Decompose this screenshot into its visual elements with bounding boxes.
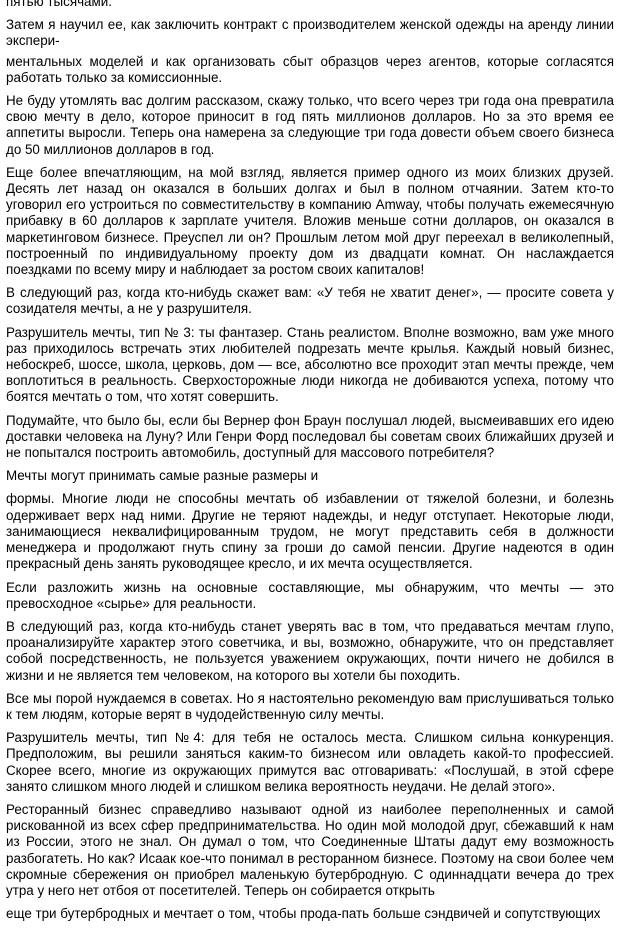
paragraph-13: Все мы порой нуждаемся в советах. Но я настоятельно рекомендую вам прислушиваться только к тем людям, которые верят в чудодейственную силу мечты. bbox=[6, 690, 614, 722]
paragraph-7: Разрушитель мечты, тип № 3: ты фантазер. Стань реалистом. Вполне возможно, вам уже много раз приходилось встречать этих любителей подрезать мечте крылья. Каждый новый бизнес, небоскреб, шоссе, школа, церковь, дом — все, абсолютно все проходит этап мечты прежде, чем воплотиться в реальность. Сверхосторожные люди никогда не добиваются успеха, потому что боятся мечтать о том, что хотят совершить. bbox=[6, 324, 614, 405]
paragraph-12: В следующий раз, когда кто-нибудь станет уверять вас в том, что предаваться мечтам глупо, проанализируйте характер этого советчика, и вы, возможно, обнаружите, что он представляет собой посредственность, не пользуется уважением окружающих, почти ничего не добился в жизни и не является тем человеком, на которого вы хотели бы походить. bbox=[6, 618, 614, 683]
paragraph-3: ментальных моделей и как организовать сбыт образцов через агентов, которые согласятся работать только за комиссионные. bbox=[6, 53, 614, 85]
document-page bbox=[6, 0, 614, 929]
paragraph-10: формы. Многие люди не способны мечтать об избавлении от тяжелой болезни, и болезнь одерживает верх над ними. Другие не теряют надежды, и недуг отступает. Некоторые люди, занимающиеся неквалифицированным трудом, не могут представить себя в должности менеджера и продолжают гнуть спину за гроши до самой пенсии. Другие надеются в один прекрасный день занять руководящее кресло, и их мечта осуществляется. bbox=[6, 491, 614, 572]
paragraph-1: пятью тысячами. bbox=[6, 0, 112, 9]
paragraph-2: Затем я научил ее, как заключить контракт с производителем женской одежды на аренду линии экспери- bbox=[6, 17, 614, 49]
paragraph-14: Разрушитель мечты, тип №4: для тебя не осталось места. Слишком сильна конкуренция. Предположим, вы решили заняться каким-то бизнесом или овладеть какой-то профессией. Скорее всего, многие из окружающих примутся вас отговаривать: «Послушай, в этой сфере занято слишком много людей и слишком велика вероятность неудачи. Не делай этого». bbox=[6, 730, 614, 794]
paragraph-5: Еще более впечатляющим, на мой взгляд, является пример одного из моих близких друзей. Десять лет назад он оказался в больших долгах и был в полном отчаянии. Затем кто-то уговорил его устроиться по совместительству в компанию Amway, чтобы получать ежемесячную прибавку в 60 долларов к зарплате учителя. Вложив меньше сотни долларов, он оказался в маркетинговом бизнесе. Преуспел ли он? Прошлым летом мой друг переехал в великолепный, построенный по индивидуальному проекту дом из двадцати комнат. Он наслаждается поездками по всему миру и наблюдает за ростом своих капиталов! bbox=[6, 164, 614, 278]
paragraph-6: В следующий раз, когда кто-нибудь скажет вам: «У тебя не хватит денег», — просите совета у созидателя мечты, а не у разрушителя. bbox=[6, 285, 614, 317]
paragraph-15: Ресторанный бизнес справедливо называют одной из наиболее переполненных и самой рискованной из всех сфер предпринимательства. Но один мой молодой друг, сбежавший к нам из России, этого не знал. Он думал о том, что Соединенные Штаты дадут ему возможность разбогатеть. Но как? Исаак кое-что понимал в ресторанном бизнесе. Поэтому на свои более чем скромные сбережения он приобрел маленькую бутербродную. С одиннадцати вечера до трех утра у него нет отбоя от посетителей. Теперь он собирается открыть bbox=[6, 801, 614, 898]
paragraph-16: еще три бутербродных и мечтает о том, чтобы прода-пать больше сэндвичей и сопутствующих bbox=[6, 906, 601, 922]
paragraph-8: Подумайте, что было бы, если бы Вернер фон Браун послушал людей, высмеивавших его идею доставки человека на Луну? Или Генри Форд последовал бы советам своих ближайших друзей и не попытался построить автомобиль, доступный для массового потребителя? bbox=[6, 412, 614, 461]
paragraph-9: Мечты могут принимать самые разные размеры и bbox=[6, 468, 319, 484]
paragraph-11: Если разложить жизнь на основные составляющие, мы обнаружим, что мечты — это превосходное «сырье» для реальности. bbox=[6, 579, 614, 611]
paragraph-4: Не буду утомлять вас долгим рассказом, скажу только, что всего через три года она превратила свою мечту в дело, которое приносит в год пять миллионов долларов. Но за это время ее аппетиты выросли. Теперь она намерена за следующие три года довести объем своего бизнеса до 50 миллионов долларов в год. bbox=[6, 93, 614, 157]
